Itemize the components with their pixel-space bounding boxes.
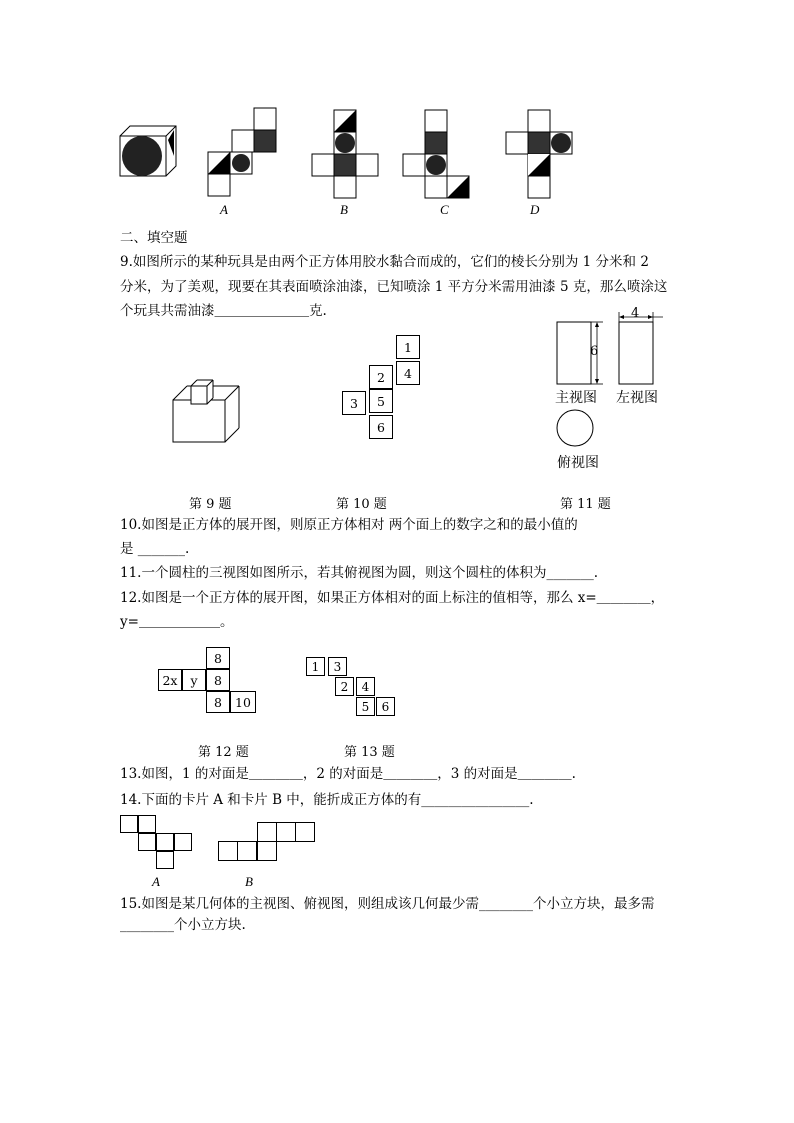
card-b-square — [257, 841, 277, 861]
fig10-cell: 4 — [396, 361, 420, 385]
fig10-cell: 5 — [369, 389, 393, 413]
fig10-cell: 2 — [369, 365, 393, 389]
fig10-cell: 3 — [342, 391, 366, 415]
q11-line1: 11.一个圆柱的三视图如图所示，若其俯视图为圆，则这个圆柱的体积为_______. — [120, 565, 599, 581]
fig13-cell: 1 — [306, 657, 325, 676]
fig13-cell: 5 — [356, 697, 375, 716]
card-b-square — [295, 822, 315, 842]
net-option-d — [506, 110, 576, 198]
fig12-cell: 8 — [206, 669, 230, 691]
card-b-net — [218, 822, 318, 862]
option-b-label: B — [340, 202, 348, 217]
fig10-cube-net — [342, 335, 424, 443]
fig10-cell: 6 — [369, 415, 393, 439]
section-title: 二、填空题 — [120, 230, 188, 246]
card-a-square — [174, 833, 192, 851]
option-a-label: A — [220, 202, 228, 217]
q12-line2: y=＿＿＿＿＿＿。 — [120, 614, 234, 630]
fig13-cell: 6 — [376, 697, 395, 716]
fig12-cell: 8 — [206, 691, 230, 713]
card-a-square — [138, 833, 156, 851]
q15-line2: ________个小立方块. — [120, 917, 246, 933]
q9-line2: 分米，为了美观，现要在其表面喷涂油漆，已知喷涂 1 平方分米需用油漆 5 克，那么喷涂这 — [120, 279, 668, 295]
fig12-cell: 8 — [206, 647, 230, 669]
fig11-left-view-label: 左视图 — [616, 390, 658, 406]
fig13-cube-net — [306, 657, 396, 719]
fig11-three-views — [555, 308, 665, 388]
card-a-square — [156, 851, 174, 869]
caption-q12: 第 12 题 — [198, 745, 249, 760]
fig12-cell: 2x — [158, 669, 182, 691]
q12-line1: 12.如图是一个正方体的展开图，如果正方体相对的面上标注的值相等，那么 x=＿＿＿＿， — [120, 590, 665, 606]
fig13-cell: 3 — [328, 657, 347, 676]
q10-line1: 10.如图是正方体的展开图，则原正方体相对 两个面上的数字之和的最小值的 — [120, 517, 578, 533]
card-a-square — [120, 815, 138, 833]
fig12-cell: y — [182, 669, 206, 691]
card-b-square — [257, 822, 277, 842]
q13-line1: 13.如图，1 的对面是＿＿＿＿，2 的对面是＿＿＿＿，3 的对面是＿＿＿＿. — [120, 766, 576, 782]
card-a-square — [156, 833, 174, 851]
card-a-square — [138, 815, 156, 833]
option-d-label: D — [530, 202, 540, 217]
card-b-square — [237, 841, 257, 861]
net-option-b — [312, 110, 380, 198]
caption-q9: 第 9 题 — [189, 497, 232, 512]
fig11-height-label: 6 — [590, 344, 599, 359]
q10-line2: 是 _______. — [120, 541, 190, 557]
q15-line1: 15.如图是某几何体的主视图、俯视图，则组成该几何最少需________个小立方块，最多需 — [120, 896, 655, 912]
card-b-square — [276, 822, 296, 842]
card-a-label: A — [152, 874, 160, 889]
q14-line1: 14.下面的卡片 A 和卡片 B 中，能折成正方体的有________________. — [120, 792, 534, 808]
card-a-net — [120, 815, 200, 873]
fig11-top-view-circle — [556, 409, 596, 449]
caption-q10: 第 10 题 — [336, 497, 387, 512]
cube-with-circle-figure — [120, 126, 180, 178]
fig10-cell: 1 — [396, 335, 420, 359]
fig13-cell: 2 — [335, 677, 354, 696]
caption-q13: 第 13 题 — [344, 745, 395, 760]
net-option-c — [403, 110, 473, 198]
fig12-cell: 10 — [230, 691, 256, 713]
caption-q11: 第 11 题 — [560, 497, 611, 512]
fig11-width-label: 4 — [631, 306, 640, 321]
q9-line1: 9.如图所示的某种玩具是由两个正方体用胶水黏合而成的，它们的棱长分别为 1 分米和 2 — [120, 254, 649, 270]
net-option-a — [208, 108, 278, 194]
fig11-front-view-label: 主视图 — [555, 390, 597, 406]
option-c-label: C — [440, 202, 449, 217]
fig11-top-view-label: 俯视图 — [557, 455, 599, 471]
fig13-cell: 4 — [356, 677, 375, 696]
fig9-stacked-cubes — [173, 378, 243, 444]
q9-line3: 个玩具共需油漆＿＿＿＿＿＿＿克. — [120, 303, 327, 319]
card-b-label: B — [245, 874, 253, 889]
fig12-cube-net — [158, 647, 258, 717]
card-b-square — [218, 841, 238, 861]
